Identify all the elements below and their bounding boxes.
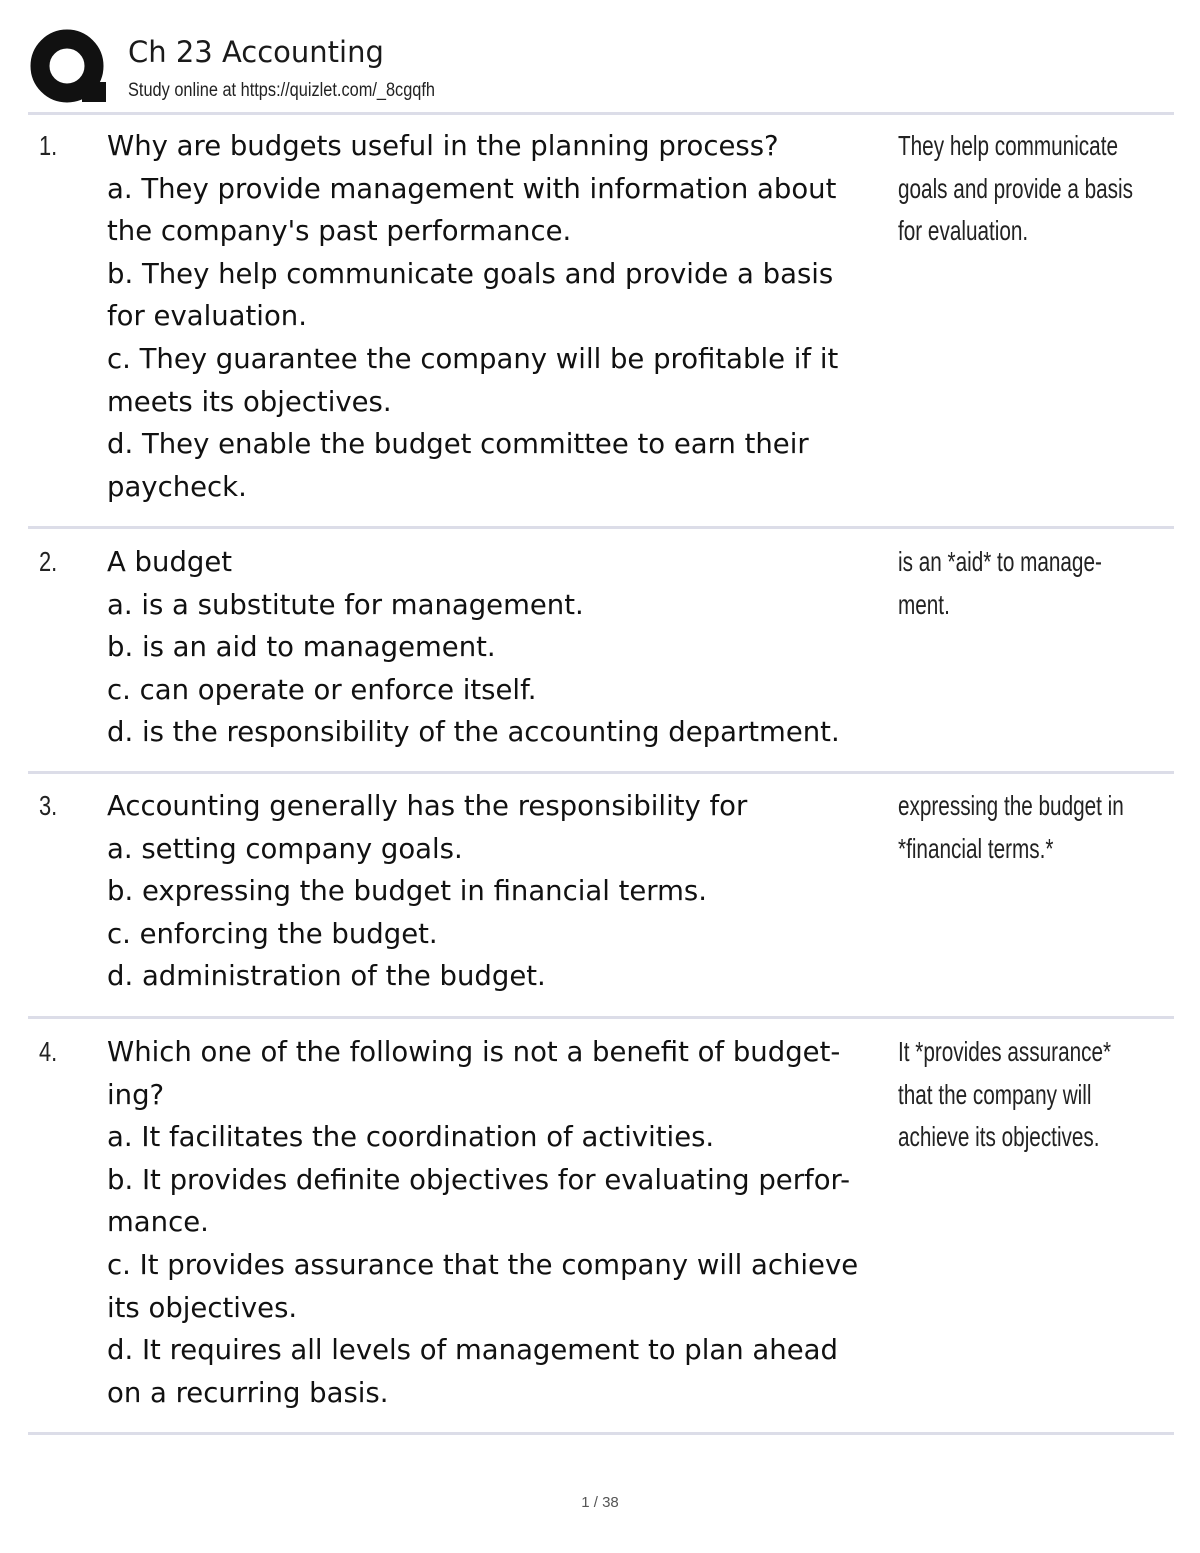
answer-line: *financial terms.* [898, 832, 1054, 864]
card-number: 4. [39, 1036, 58, 1067]
divider [28, 771, 1174, 774]
question-line: ing? [107, 1078, 165, 1111]
divider [28, 526, 1174, 529]
answer-text [898, 1031, 1168, 1159]
question-line: a. They provide management with information about [107, 172, 837, 205]
answer-text [898, 125, 1168, 253]
answer-text [898, 785, 1168, 870]
card-number: 3. [39, 790, 58, 821]
page-number: 1 / 38 [581, 1494, 619, 1511]
quizlet-logo-icon [30, 28, 108, 106]
answer-line: ment. [898, 588, 950, 620]
question-line: b. They help communicate goals and provide a basis [107, 257, 834, 290]
answer-line: for evaluation. [898, 215, 1029, 247]
answer-line: is an *aid* to manage- [898, 546, 1102, 577]
answer-line: goals and provide a basis [898, 172, 1133, 204]
question-line: on a recurring basis. [107, 1376, 389, 1409]
question-line: for evaluation. [107, 300, 307, 333]
question-line: b. It provides definite objectives for evaluating perfor- [107, 1163, 850, 1196]
question-text [107, 785, 907, 998]
question-line: d. is the responsibility of the accounting department. [107, 716, 840, 749]
question-line: b. is an aid to management. [107, 631, 496, 664]
question-line: b. expressing the budget in financial terms. [107, 875, 707, 908]
question-line: d. It requires all levels of management to plan ahead [107, 1334, 838, 1367]
question-line: c. They guarantee the company will be profitable if it [107, 342, 839, 375]
answer-line: It *provides assurance* [898, 1036, 1112, 1067]
answer-line: that the company will [898, 1078, 1092, 1110]
question-line: paycheck. [107, 470, 247, 503]
question-line: a. It facilitates the coordination of activities. [107, 1121, 715, 1154]
divider [28, 1016, 1174, 1019]
question-text [107, 541, 907, 754]
question-line: c. It provides assurance that the company will achieve [107, 1248, 859, 1281]
question-line: Accounting generally has the responsibility for [107, 790, 748, 822]
question-line: c. enforcing the budget. [107, 917, 438, 950]
question-line: Why are budgets useful in the planning process? [107, 130, 779, 162]
divider [28, 1432, 1174, 1435]
question-line: c. can operate or enforce itself. [107, 673, 537, 706]
question-line: a. is a substitute for management. [107, 588, 584, 621]
question-line: Which one of the following is not a benefit of budget- [107, 1036, 841, 1068]
divider [28, 112, 1174, 115]
study-online-link[interactable]: Study online at https://quizlet.com/_8cgqfh [128, 80, 436, 101]
question-text [107, 1031, 907, 1414]
answer-text [898, 541, 1168, 626]
question-line: a. setting company goals. [107, 832, 463, 865]
question-line: d. administration of the budget. [107, 960, 546, 993]
question-line: A budget [107, 546, 233, 578]
question-line: mance. [107, 1206, 209, 1239]
card-number: 1. [39, 130, 58, 161]
answer-line: achieve its objectives. [898, 1121, 1100, 1153]
question-line: its objectives. [107, 1291, 298, 1324]
card-number: 2. [39, 546, 58, 577]
page-header [30, 28, 1172, 112]
page-title: Ch 23 Accounting [128, 35, 384, 69]
question-line: meets its objectives. [107, 385, 392, 418]
answer-line: expressing the budget in [898, 790, 1124, 821]
answer-line: They help communicate [898, 130, 1118, 161]
question-line: d. They enable the budget committee to earn their [107, 428, 809, 461]
question-line: the company's past performance. [107, 215, 572, 248]
question-text [107, 125, 907, 508]
